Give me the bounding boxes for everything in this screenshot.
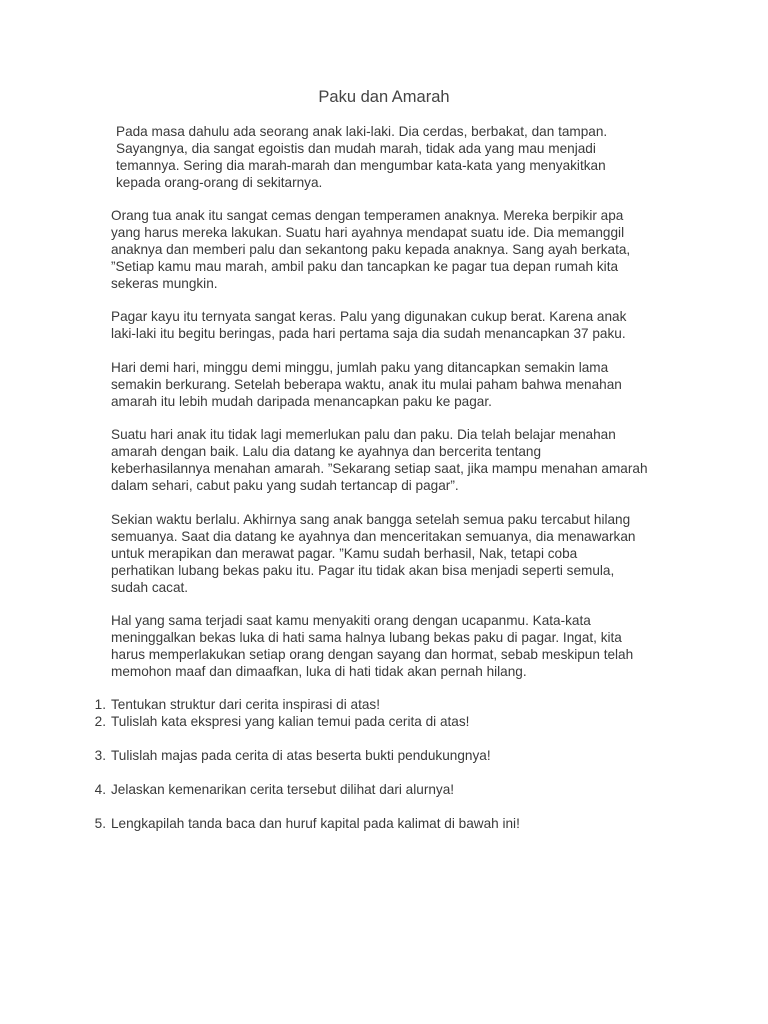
question-number: 2.: [94, 714, 106, 729]
question-text: Tulislah kata ekspresi yang kalian temui pada cerita di atas!: [111, 714, 470, 729]
question-text: Lengkapilah tanda baca dan huruf kapital pada kalimat di bawah ini!: [111, 816, 520, 831]
story-paragraph: Hari demi hari, minggu demi minggu, jumlah paku yang ditancapkan semakin lama semakin berkurang. Setelah beberapa waktu, anak itu mulai paham bahwa menahan amarah itu lebih mudah daripada menancapkan paku ke pagar.: [111, 360, 622, 409]
story-paragraph: Suatu hari anak itu tidak lagi memerlukan palu dan paku. Dia telah belajar menahan amarah dengan baik. Lalu dia datang ke ayahnya dan bercerita tentang keberhasilannya menahan amarah. ”Sekarang setiap saat, jika mampu menahan amarah dalam sehari, cabut paku yang sudah tertancap di pagar”.: [111, 427, 648, 493]
question-text: Tulislah majas pada cerita di atas beserta bukti pendukungnya!: [111, 748, 491, 763]
story-paragraph: Pada masa dahulu ada seorang anak laki-laki. Dia cerdas, berbakat, dan tampan. Sayangnya, dia sangat egoistis dan mudah marah, tidak ada yang mau menjadi temannya. Sering dia marah-marah dan mengumbar kata-kata yang menyakitkan kepada orang-orang di sekitarnya.: [116, 124, 608, 190]
story-paragraph: Hal yang sama terjadi saat kamu menyakiti orang dengan ucapanmu. Kata-kata meninggalkan bekas luka di hati sama halnya lubang bekas paku di pagar. Ingat, kita harus memperlakukan setiap orang dengan sayang dan hormat, sebab meskipun telah memohon maaf dan dimaafkan, luka di hati tidak akan pernah hilang.: [111, 613, 634, 679]
story-paragraph: Orang tua anak itu sangat cemas dengan temperamen anaknya. Mereka berpikir apa yang harus mereka lakukan. Suatu hari ayahnya mendapat suatu ide. Dia memanggil anaknya dan memberi palu dan sekantong paku kepada anaknya. Sang ayah berkata, ”Setiap kamu mau marah, ambil paku dan tancapkan ke pagar tua depan rumah kita sekeras mungkin.: [111, 208, 631, 291]
story-paragraph: Pagar kayu itu ternyata sangat keras. Palu yang digunakan cukup berat. Karena anak laki-laki itu begitu beringas, pada hari pertama saja dia sudah menancapkan 37 paku.: [111, 309, 627, 341]
story-paragraph: Sekian waktu berlalu. Akhirnya sang anak bangga setelah semua paku tercabut hilang semuanya. Saat dia datang ke ayahnya dan menceritakan semuanya, dia menawarkan untuk merapikan dan merawat pagar. ”Kamu sudah berhasil, Nak, tetapi coba perhatikan lubang bekas paku itu. Pagar itu tidak akan bisa menjadi seperti semula, sudah cacat.: [111, 512, 636, 595]
question-number: 1.: [94, 697, 106, 712]
question-text: Jelaskan kemenarikan cerita tersebut dilihat dari alurnya!: [111, 782, 455, 797]
question-number: 5.: [94, 816, 106, 831]
question-number: 3.: [94, 748, 106, 763]
question-number: 4.: [94, 782, 106, 797]
question-text: Tentukan struktur dari cerita inspirasi di atas!: [111, 697, 380, 712]
document-title: Paku dan Amarah: [318, 88, 450, 106]
